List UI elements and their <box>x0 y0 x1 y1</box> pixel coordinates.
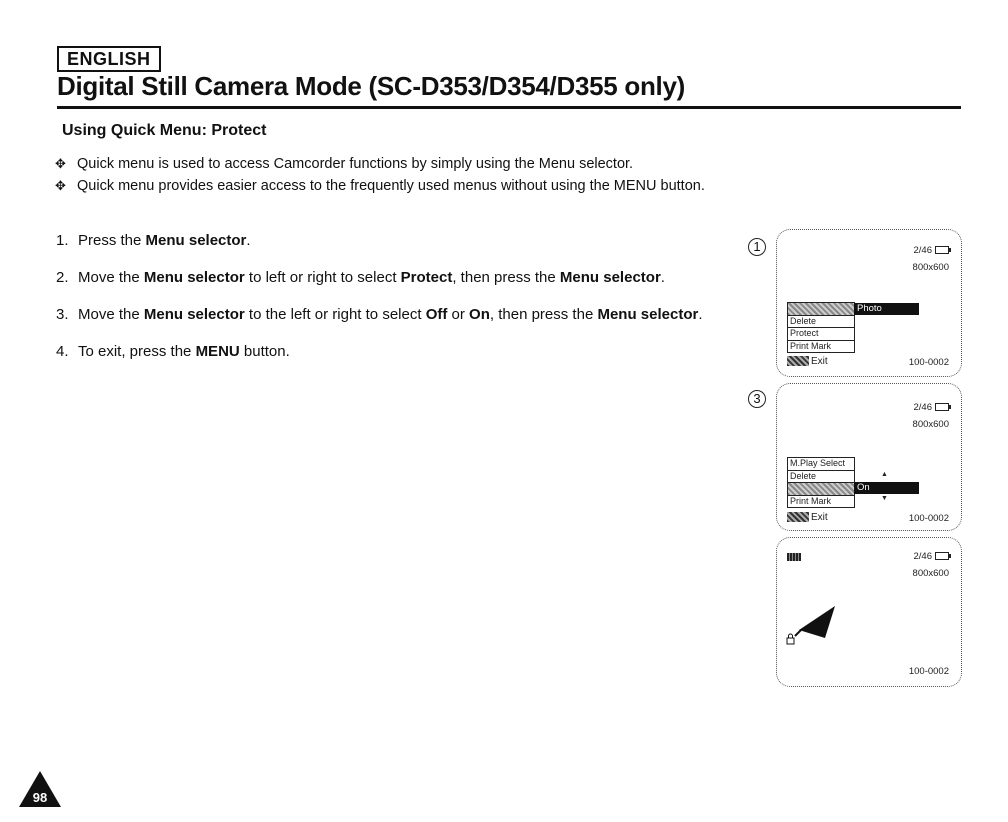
menu-item-delete[interactable]: Delete <box>788 471 854 484</box>
step-number: 2. <box>56 269 69 286</box>
counter-display: 2/46 <box>914 551 950 562</box>
battery-icon <box>935 246 949 254</box>
counter-display: 2/46 <box>914 245 950 256</box>
bullet-text: Quick menu is used to access Camcorder functions by simply using the Menu selector. <box>77 156 634 172</box>
protect-pointer-icon <box>785 604 837 648</box>
page-title: Digital Still Camera Mode (SC-D353/D354/D355 only) <box>57 71 685 101</box>
exit-hint: Exit <box>787 356 828 367</box>
selected-value-bar: On <box>854 482 919 494</box>
page-number: 98 <box>32 790 48 805</box>
menu-item-play-select[interactable]: M.Play Select <box>788 458 854 471</box>
title-divider <box>57 106 961 109</box>
resolution-display: 800x600 <box>912 419 949 430</box>
menu-item-print-mark[interactable]: Print Mark <box>790 495 832 506</box>
screen-step-label: 1 <box>748 238 766 256</box>
step-item <box>56 306 703 343</box>
diamond-bullet-icon: ✥ <box>55 178 66 193</box>
step-text: To exit, press the MENU button. <box>78 343 290 360</box>
battery-icon <box>935 403 949 411</box>
menu-item-protect[interactable] <box>788 483 854 496</box>
lcd-screen-step-3 <box>776 383 962 531</box>
quick-menu <box>787 457 855 508</box>
step-number: 3. <box>56 306 69 323</box>
step-text: Move the Menu selector to the left or right to select Off or On, then press the Menu selector. <box>78 306 703 323</box>
counter-display: 2/46 <box>914 402 950 413</box>
step-item <box>56 343 703 380</box>
bullet-list <box>55 153 705 197</box>
step-number: 1. <box>56 232 69 249</box>
quick-menu <box>787 302 855 353</box>
bullet-text: Quick menu provides easier access to the frequently used menus without using the MENU button. <box>77 178 705 194</box>
resolution-display: 800x600 <box>912 262 949 273</box>
step-text: Move the Menu selector to left or right to select Protect, then press the Menu selector. <box>78 269 665 286</box>
arrow-up-icon: ▲ <box>881 471 888 478</box>
menu-item-play-select[interactable] <box>788 303 854 316</box>
exit-hint: Exit <box>787 512 828 523</box>
file-number: 100-0002 <box>908 357 949 368</box>
language-tab: ENGLISH <box>57 46 161 72</box>
card-icon <box>787 553 801 561</box>
file-number: 100-0002 <box>908 513 949 524</box>
diamond-bullet-icon: ✥ <box>55 156 66 171</box>
resolution-display: 800x600 <box>912 568 949 579</box>
step-item <box>56 269 703 306</box>
lcd-screen-step-1 <box>776 229 962 377</box>
menu-item-protect[interactable]: Protect <box>788 328 854 341</box>
step-list <box>56 232 703 380</box>
menu-key-icon <box>787 356 809 366</box>
step-text: Press the Menu selector. <box>78 232 251 249</box>
arrow-down-icon: ▼ <box>881 495 888 502</box>
bullet-item <box>55 153 705 175</box>
screen-step-label: 3 <box>748 390 766 408</box>
menu-key-icon <box>787 512 809 522</box>
selected-value-bar: Photo <box>854 303 919 315</box>
menu-item-delete[interactable]: Delete <box>788 316 854 329</box>
file-number: 100-0002 <box>908 666 949 677</box>
section-heading: Using Quick Menu: Protect <box>62 122 267 139</box>
step-number: 4. <box>56 343 69 360</box>
lcd-screen-result <box>776 537 962 687</box>
menu-item-print-mark[interactable]: Print Mark <box>790 340 832 351</box>
battery-icon <box>935 552 949 560</box>
bullet-item <box>55 175 705 197</box>
step-item <box>56 232 703 269</box>
page-number-badge <box>18 770 62 808</box>
